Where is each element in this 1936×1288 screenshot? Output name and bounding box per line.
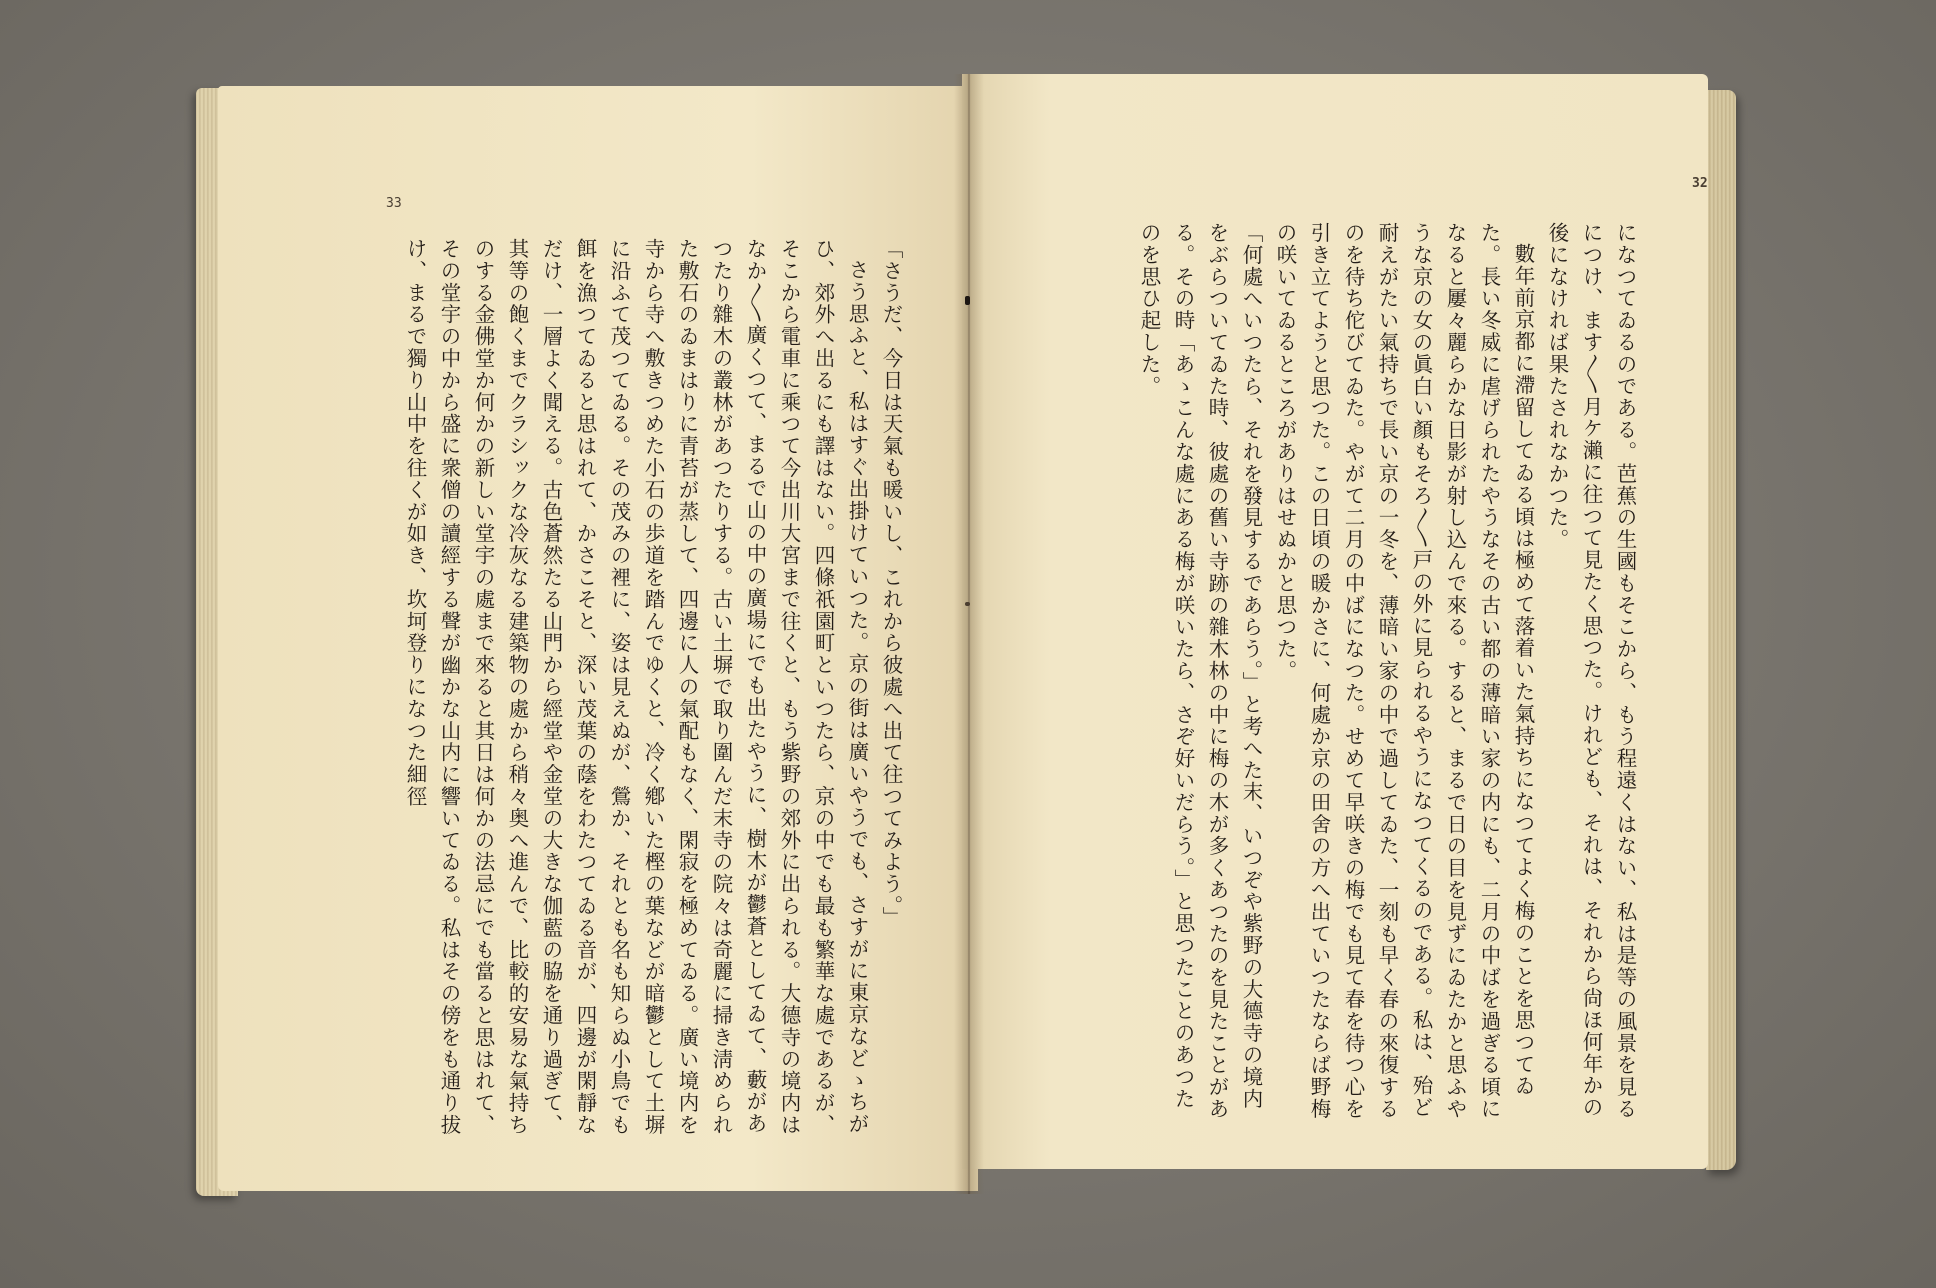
- right-page-edges: [1706, 90, 1736, 1170]
- paragraph: になつてゐるのである。芭蕉の生國もそこから、もう程遠くはない、私は是等の風景を見るにつけ、ます〳〵月ケ瀨に往つて見たく思つた。けれども、それは、それから尙ほ何年かの後になければ果たされなかつた。: [1545, 222, 1637, 1120]
- left-page-text: [398, 238, 908, 1138]
- paragraph: さう思ふと、私はすぐ出掛けていつた。京の街は廣いやうでも、さすがに東京などゝちがひ、郊外へ出るにも譯はない。四條祇園町といつたら、京の中でも最も繁華な處であるが、そこから電車に乘つて今出川大宮まで往くと、もう紫野の郊外に出られる。大德寺の境内はなか〳〵廣くつて、まるで山の中の廣場にでも出たやうに、樹木が鬱蒼としてゐて、藪があつたり雜木の叢林があつたりする。古い土塀で取り圍んだ末寺の院々は奇麗に掃き淸められた敷石のゐまはりに青苔が蒸して、四邊に人の氣配もなく、閑寂を極めてゐる。廣い境内を寺から寺へ敷きつめた小石の歩道を踏んでゆくと、冷く鄕いた樫の葉などが暗鬱として土塀に沿ふて茂つてゐる。その茂みの裡に、姿は見えぬが、鶯か、それとも名も知らぬ小鳥でも餌を漁つてゐると思はれて、かさこそと、深い茂葉の蔭をわたつてゐる音が、四邊が閑靜なだけ、一層よく聞える。古色蒼然たる山門から經堂や金堂の大きな伽藍の脇を通り過ぎて、其等の飽くまでクラシックな冷灰なる建築物の處から稍々奥へ進んで、比較的安易な氣持ちのする金佛堂か何かの新しい堂宇の處まで來ると其日は何かの法忌にでも當ると思はれて、その堂宇の中から盛に衆僧の讀經する聲が幽かな山内に響いてゐる。私はその傍をも通り拔け、まるで獨り山中を往くが如き、坎坷登りになつた細徑: [403, 238, 869, 1136]
- left-page: [218, 86, 978, 1191]
- binding-stitch: [965, 602, 970, 606]
- right-page: [962, 74, 1708, 1169]
- page-number-right: 32: [1692, 176, 1708, 191]
- paragraph: 「何處へいつたら、それを發見するであらう。」と考へた末、いつぞや紫野の大德寺の境内をぶらついてゐた時、彼處の舊い寺跡の雜木林の中に梅の木が多くあつたのを見たことがある。その時「あゝこんな處にある梅が咲いたら、さぞ好いだらう。」と思つたことのあつたのを思ひ起した。: [1137, 222, 1263, 1120]
- paragraph: 「さうだ、今日は天氣も暖いし、これから彼處へ出て往つてみよう。」: [879, 238, 903, 929]
- page-number-left: 33: [386, 196, 402, 211]
- open-book: [196, 74, 1736, 1209]
- paragraph: 數年前京都に滯留してゐる頃は極めて落着いた氣持ちになつてよく梅のことを思つてゐた。長い冬威に虐げられたやうなその古い都の薄暗い家の内にも、二月の中ばを過ぎる頃になると屢々麗らかな日影が射し込んで來る。すると、まるで日の目を見ずにゐたかと思ふやうな京の女の眞白い顏もそろ〳〵戸の外に見られるやうになつてくるのである。私は、殆ど耐えがたい氣持ちで長い京の一冬を、薄暗い家の中で過してゐた、一刻も早く春の來復するのを待ち佗びてゐた。やがて二月の中ばになつた。せめて早咲きの梅でも見て春を待つ心を引き立てようと思つた。この日頃の暖かさに、何處か京の田舍の方へ出ていつたならば野梅の咲いてゐるところがありはせぬかと思つた。: [1273, 222, 1535, 1120]
- binding-stitch: [965, 296, 970, 305]
- right-page-text: [1132, 222, 1642, 1122]
